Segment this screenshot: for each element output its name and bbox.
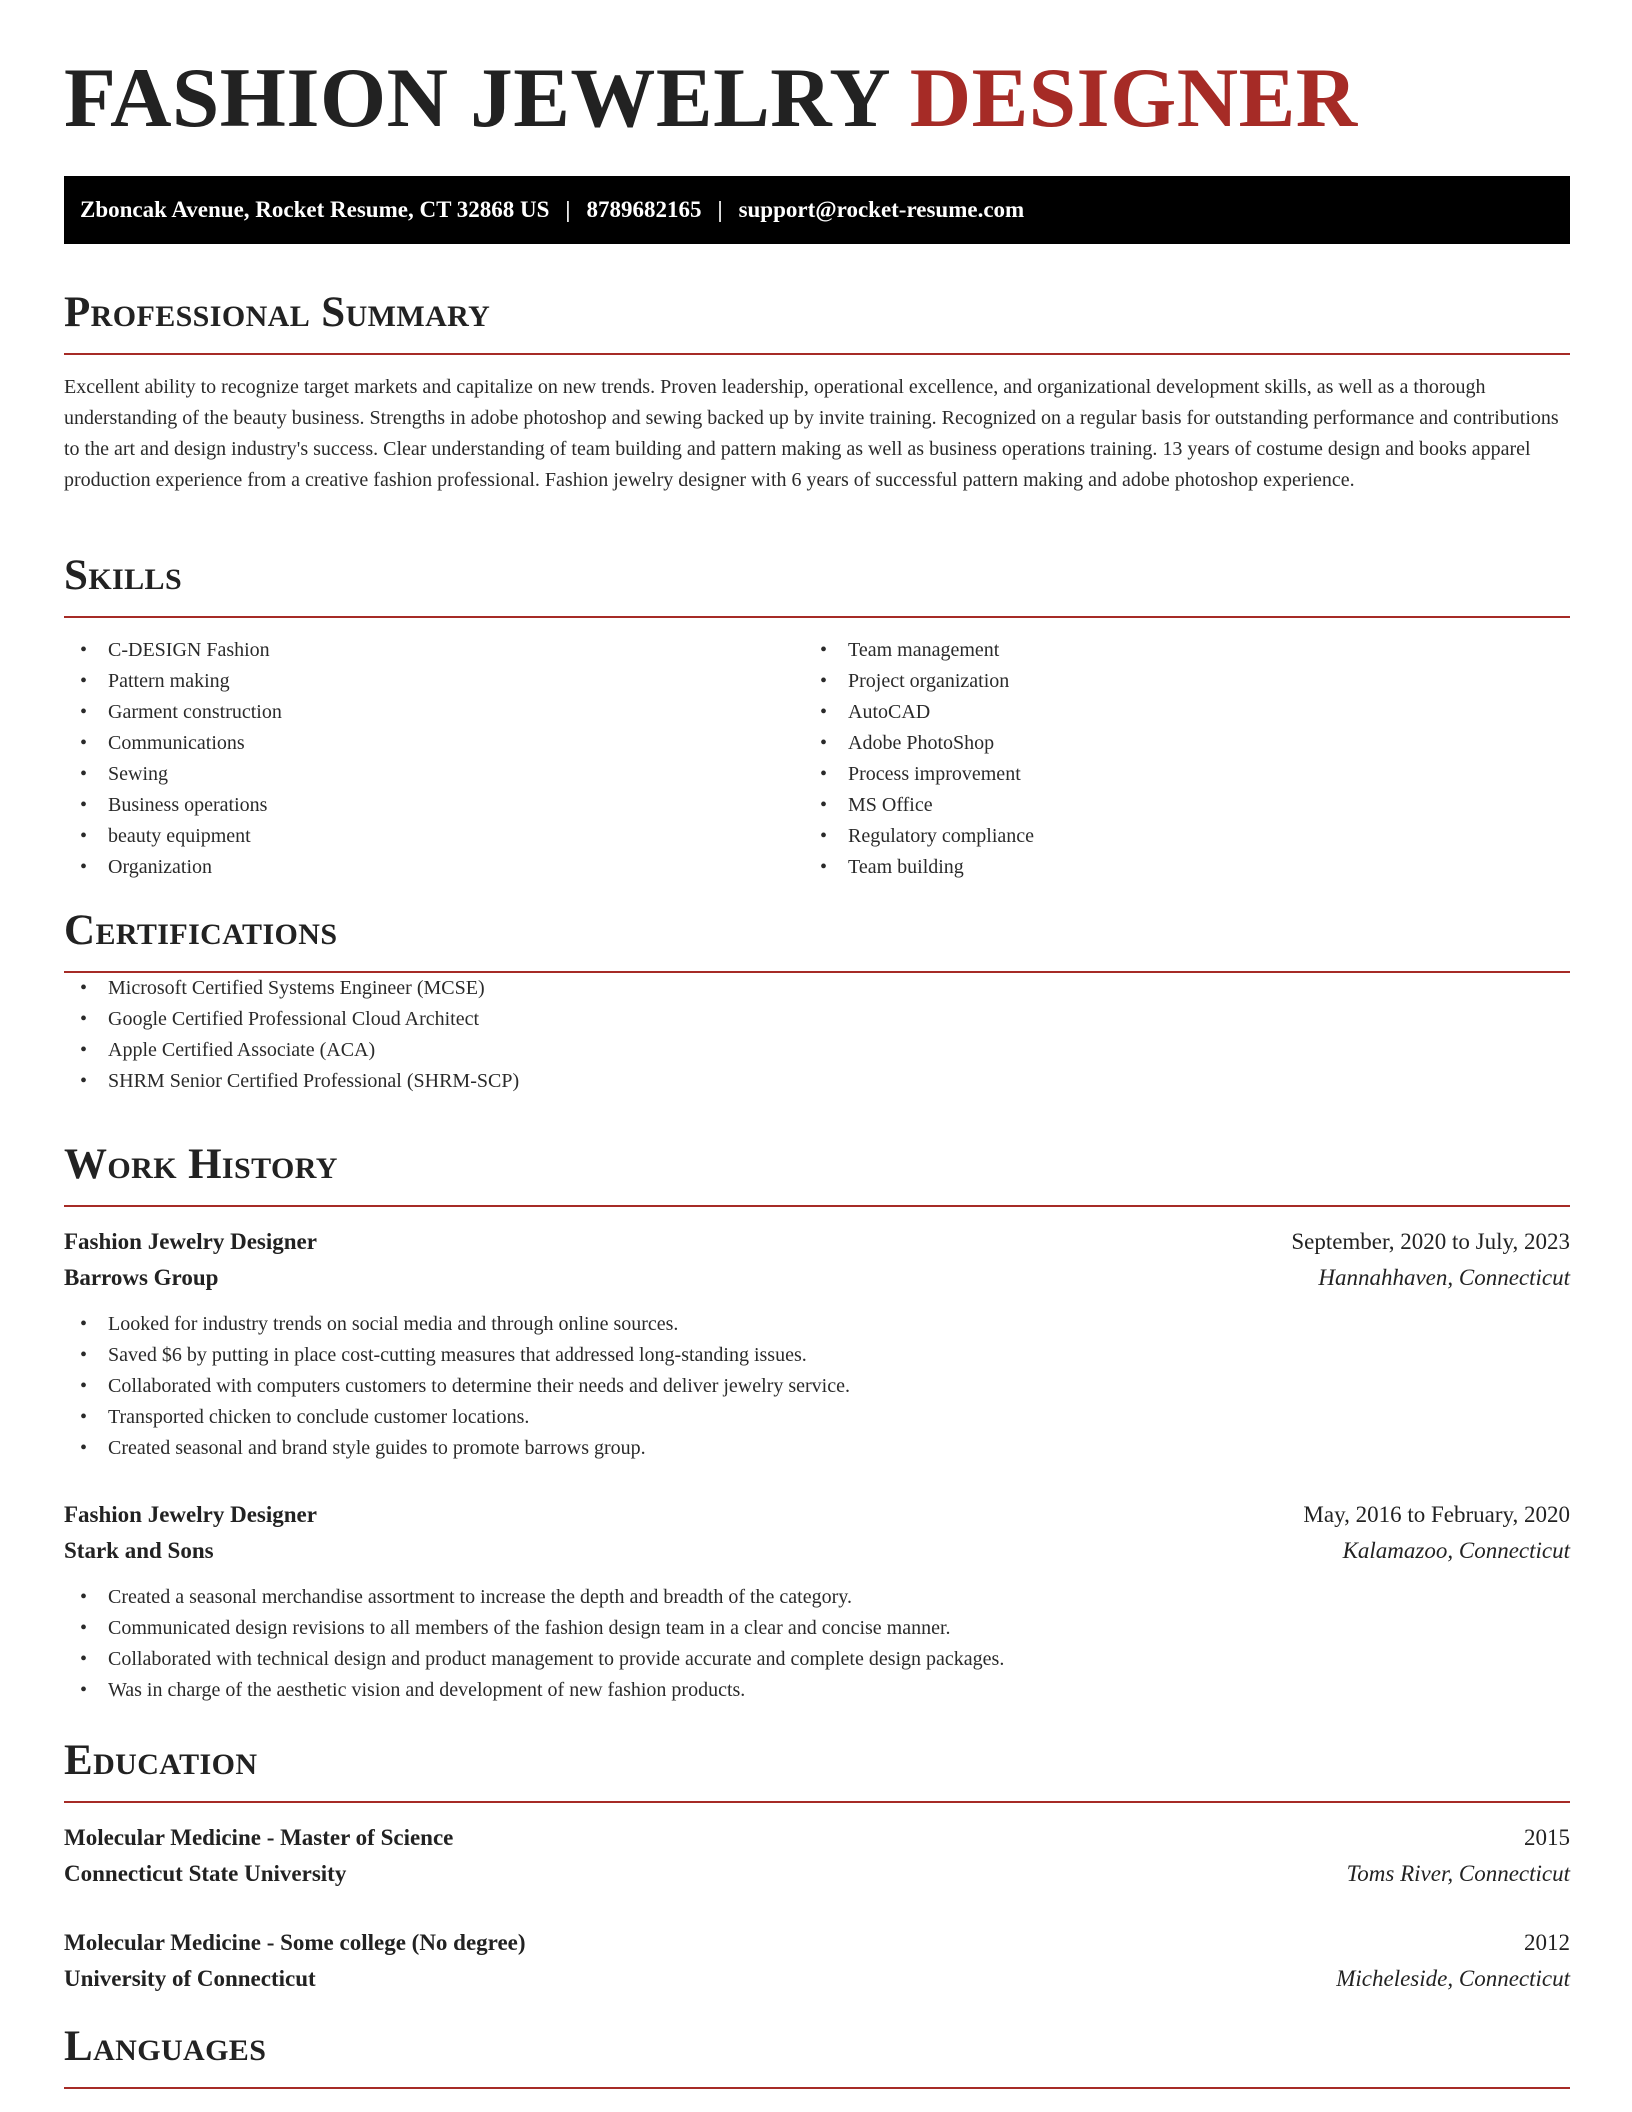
job-bullets <box>64 1309 1570 1464</box>
skill-item: • Adobe PhotoShop <box>804 728 1544 759</box>
certifications-heading: Certifications <box>64 905 1570 973</box>
job-location: Kalamazoo, Connecticut <box>1342 1538 1570 1563</box>
job-location: Hannahhaven, Connecticut <box>1318 1265 1570 1290</box>
job-bullet: • Was in charge of the aesthetic vision and development of new fashion products. <box>64 1675 1570 1706</box>
education-degree: Molecular Medicine - Master of Science <box>64 1825 454 1850</box>
job-bullet: • Saved $6 by putting in place cost-cutting measures that addressed long-standing issues. <box>64 1340 1570 1371</box>
summary-text: Excellent ability to recognize target markets and capitalize on new trends. Proven leadership, operational excellence, and organizational development skills, as well as a thorough understanding of the beauty business. Strengths in adobe photoshop and sewing backed up by invite training. Recognized on a regular basis for outstanding performance and contributions to the art and design industry's success. Clear understanding of team building and pattern making as well as business operations training. 13 years of costume design and books apparel production experience from a creative fashion professional. Fashion jewelry designer with 6 years of successful pattern making and adobe photoshop experience. <box>64 376 1559 491</box>
contact-address: Zboncak Avenue, Rocket Resume, CT 32868 US <box>80 197 550 222</box>
skill-item: • Regulatory compliance <box>804 821 1544 852</box>
title-accent: DESIGNER <box>909 51 1358 145</box>
job-bullets <box>64 1582 1570 1706</box>
education-degree: Molecular Medicine - Some college (No degree) <box>64 1930 526 1955</box>
job-dates: May, 2016 to February, 2020 <box>1303 1502 1570 1527</box>
job-entry <box>64 1497 1570 1706</box>
job-bullet: • Created a seasonal merchandise assortment to increase the depth and breadth of the category. <box>64 1582 1570 1613</box>
job-dates: September, 2020 to July, 2023 <box>1291 1229 1570 1254</box>
job-title: Fashion Jewelry Designer <box>64 1229 317 1254</box>
education-year: 2012 <box>1524 1930 1570 1955</box>
education-year: 2015 <box>1524 1825 1570 1850</box>
job-bullet: • Looked for industry trends on social media and through online sources. <box>64 1309 1570 1340</box>
contact-separator: | <box>565 197 571 222</box>
certification-item: • Google Certified Professional Cloud Architect <box>64 1004 1570 1035</box>
education-header-row <box>64 1820 1570 1856</box>
job-bullet: • Collaborated with computers customers to determine their needs and deliver jewelry service. <box>64 1371 1570 1402</box>
contact-phone: 8789682165 <box>586 197 702 222</box>
skill-item: • C-DESIGN Fashion <box>64 635 804 666</box>
resume-title <box>64 51 1358 145</box>
education-section <box>64 1735 1570 1997</box>
education-school: Connecticut State University <box>64 1861 347 1886</box>
skills-columns <box>64 635 1570 883</box>
summary-section <box>64 287 1570 496</box>
summary-heading: Professional Summary <box>64 287 1570 355</box>
job-company: Barrows Group <box>64 1265 219 1290</box>
skill-item: • Pattern making <box>64 666 804 697</box>
skills-column-right <box>804 635 1544 883</box>
skill-item: • Sewing <box>64 759 804 790</box>
job-header-row <box>64 1224 1570 1260</box>
skills-column-left <box>64 635 804 883</box>
skill-item: • Organization <box>64 852 804 883</box>
job-bullet: • Transported chicken to conclude customer locations. <box>64 1402 1570 1433</box>
certifications-list <box>64 973 1570 1097</box>
skills-section <box>64 550 1570 883</box>
skill-item: • Communications <box>64 728 804 759</box>
education-entry <box>64 1820 1570 1892</box>
skill-item: • beauty equipment <box>64 821 804 852</box>
job-company: Stark and Sons <box>64 1538 214 1563</box>
skill-item: • Business operations <box>64 790 804 821</box>
skill-item: • Project organization <box>804 666 1544 697</box>
skill-item: • Garment construction <box>64 697 804 728</box>
education-heading: Education <box>64 1735 1570 1803</box>
contact-email: support@rocket-resume.com <box>738 197 1025 222</box>
education-school-row <box>64 1856 1570 1892</box>
education-entry <box>64 1925 1570 1997</box>
job-header-row <box>64 1497 1570 1533</box>
education-school: University of Connecticut <box>64 1966 316 1991</box>
education-location: Toms River, Connecticut <box>1346 1861 1570 1886</box>
skills-heading: Skills <box>64 550 1570 618</box>
job-bullet: • Created seasonal and brand style guides to promote barrows group. <box>64 1433 1570 1464</box>
job-company-row <box>64 1260 1570 1296</box>
skill-item: • Team management <box>804 635 1544 666</box>
job-title: Fashion Jewelry Designer <box>64 1502 317 1527</box>
certification-item: • SHRM Senior Certified Professional (SHRM-SCP) <box>64 1066 1570 1097</box>
languages-heading: Languages <box>64 2021 1570 2089</box>
certification-item: • Microsoft Certified Systems Engineer (MCSE) <box>64 973 1570 1004</box>
education-location: Micheleside, Connecticut <box>1336 1966 1570 1991</box>
skills-list-left <box>64 635 804 883</box>
skill-item: • Team building <box>804 852 1544 883</box>
languages-section <box>64 2021 1570 2089</box>
job-bullet: • Collaborated with technical design and product management to provide accurate and complete design packages. <box>64 1644 1570 1675</box>
education-school-row <box>64 1961 1570 1997</box>
skills-list-right <box>804 635 1544 883</box>
job-company-row <box>64 1533 1570 1569</box>
job-entry <box>64 1224 1570 1464</box>
skill-item: • AutoCAD <box>804 697 1544 728</box>
contact-separator: | <box>717 197 723 222</box>
job-bullet: • Communicated design revisions to all members of the fashion design team in a clear and concise manner. <box>64 1613 1570 1644</box>
skill-item: • Process improvement <box>804 759 1544 790</box>
contact-bar <box>64 176 1570 244</box>
certification-item: • Apple Certified Associate (ACA) <box>64 1035 1570 1066</box>
education-header-row <box>64 1925 1570 1961</box>
skill-item: • MS Office <box>804 790 1544 821</box>
work-history-heading: Work History <box>64 1139 1570 1207</box>
certifications-section <box>64 905 1570 1097</box>
title-main: FASHION JEWELRY <box>64 51 888 145</box>
work-history-section <box>64 1139 1570 1706</box>
